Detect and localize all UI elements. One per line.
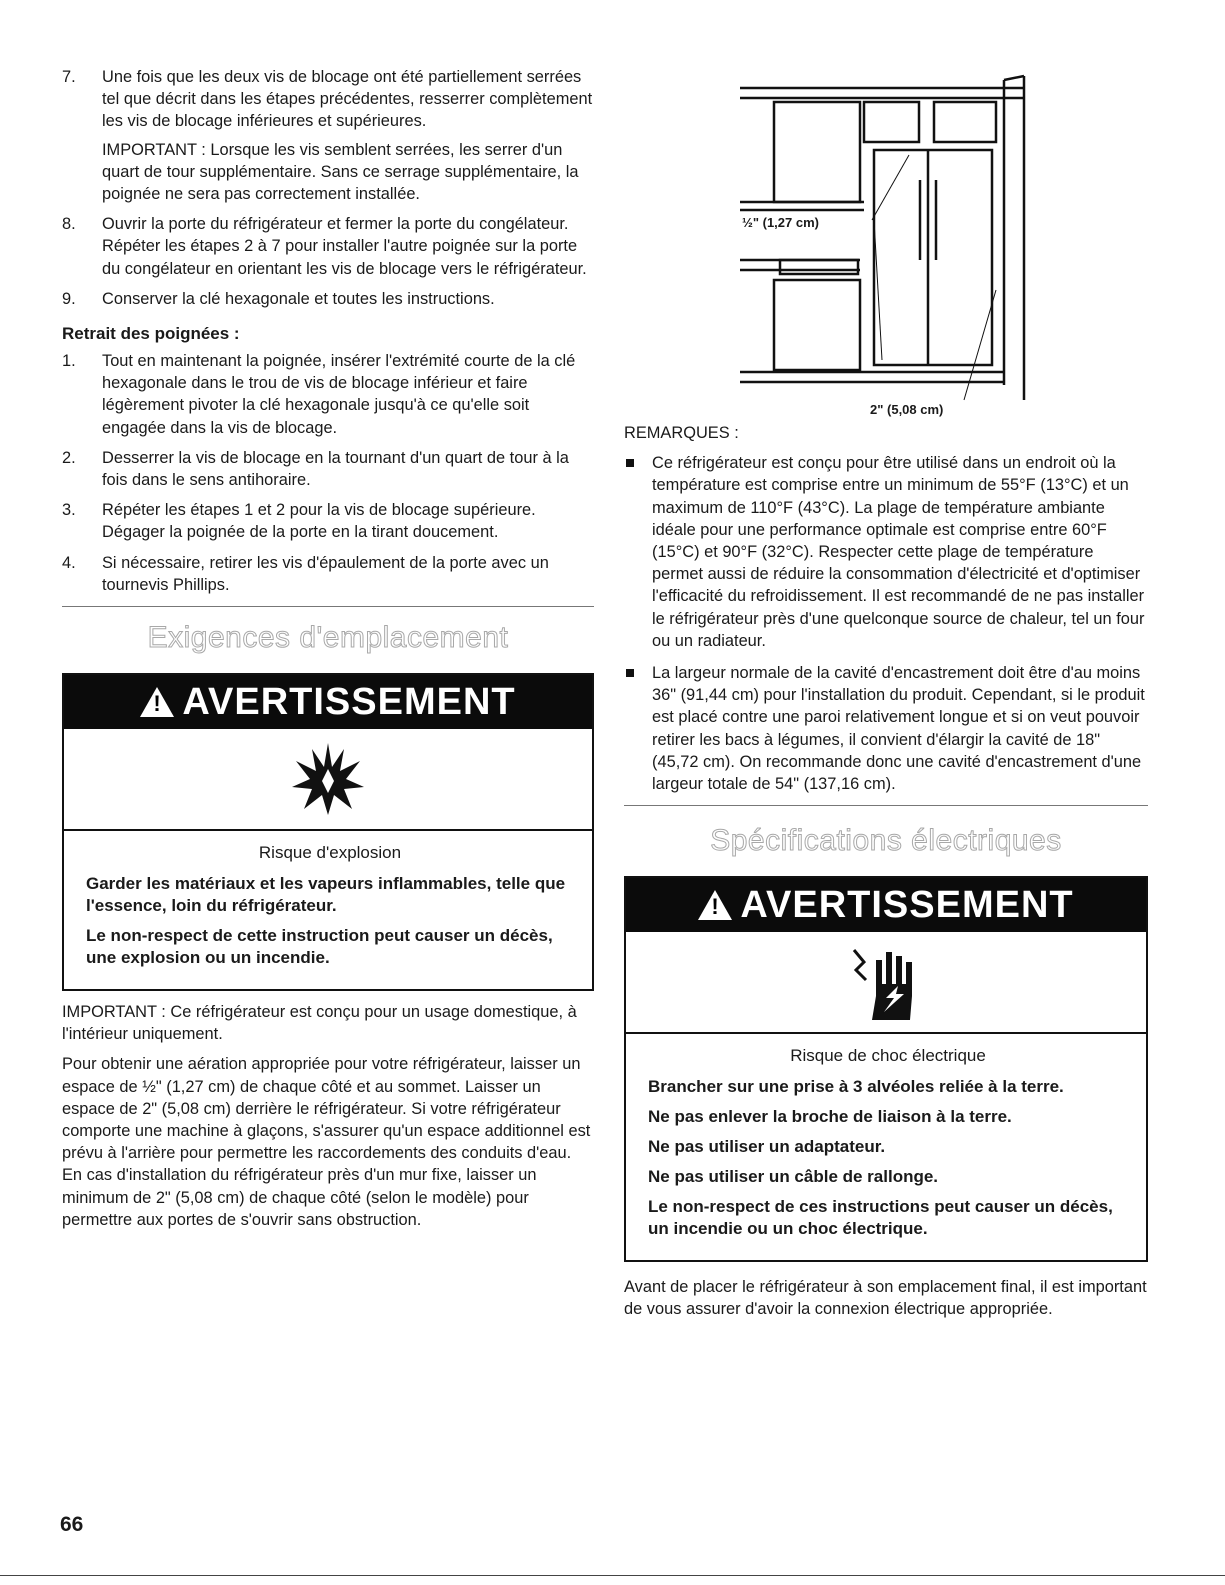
list-item: 3. Répéter les étapes 1 et 2 pour la vis de blocage supérieure. Dégager la poignée de la porte en la tirant doucement.: [62, 501, 536, 542]
page-bottom-rule: [0, 1575, 1225, 1576]
warning-header: ! AVERTISSEMENT: [64, 675, 592, 729]
list-item: 7. Une fois que les deux vis de blocage ont été partiellement serrées tel que décrit dans les étapes précédentes, resserrer complètement les vis de blocage inférieures et supérieures. IMPORTANT : Lorsque les vis semblent serrées, les serrer d'un quart de tour supplémentaire. Sans ce serrage supplémentaire, la poignée ne sera pas correctement installée.: [62, 66, 594, 205]
section-title-location: Exigences d'emplacement: [147, 621, 509, 655]
warning-triangle-icon: [140, 687, 174, 717]
clearance-figure: [624, 60, 1148, 420]
ventilation-paragraph: Pour obtenir une aération appropriée pour votre réfrigérateur, laisser un espace de ½" (1,27 cm) de chaque côté et au sommet. Laisser un espace de 2" (5,08 cm) derrière le réfrigérateur. Si votre réfrigérateur comporte une machine à glaçons, s'assurer qu'un espace additionnel est prévu à l'arrière pour permettre les raccordements des conduits d'eau. En cas d'installation du réfrigérateur près d'un mur fixe, laisser un minimum de 2" (5,08 cm) de chaque côté (selon le modèle) pour permettre aux portes de s'ouvrir sans obstruction.: [62, 1055, 591, 1229]
electric-shock-icon: [626, 932, 1146, 1034]
warning-line: Ne pas utiliser un câble de rallonge.: [648, 1167, 939, 1187]
install-steps-list: [62, 66, 594, 310]
closing-paragraph: Avant de placer le réfrigérateur à son emplacement final, il est important de vous assurer d'avoir la connexion électrique appropriée.: [624, 1278, 1147, 1319]
section-divider: [624, 805, 1148, 806]
list-item: 4. Si nécessaire, retirer les vis d'épaulement de la porte avec un tournevis Phillips.: [62, 553, 549, 594]
side-clearance-label: ½" (1,27 cm): [742, 215, 819, 230]
left-column: [62, 66, 594, 1231]
list-item: 8. Ouvrir la porte du réfrigérateur et fermer la porte du congélateur. Répéter les étapes 2 à 7 pour installer l'autre poignée sur la porte du congélateur en orientant les vis de blocage vers le réfrigérateur.: [62, 215, 587, 278]
risk-title: Risque d'explosion: [258, 843, 402, 863]
important-note: IMPORTANT : Lorsque les vis semblent serrées, les serrer d'un quart de tour supplémentaire. Sans ce serrage supplémentaire, la poignée ne sera pas correctement installée.: [102, 140, 579, 204]
electrical-warning-box: [624, 876, 1148, 1262]
warning-line: Le non-respect de ces instructions peut causer un décès, un incendie ou un choc électrique.: [648, 1197, 1113, 1239]
warning-line: Garder les matériaux et les vapeurs inflammables, telle que l'essence, loin du réfrigérateur.: [86, 874, 566, 916]
warning-header: ! AVERTISSEMENT: [626, 878, 1146, 932]
important-paragraph: IMPORTANT : Ce réfrigérateur est conçu pour un usage domestique, à l'intérieur uniquement.: [62, 1003, 577, 1044]
warning-line: Le non-respect de cette instruction peut causer un décès, une explosion ou un incendie.: [86, 926, 553, 968]
back-clearance-label: 2" (5,08 cm): [870, 402, 944, 417]
removal-heading: Retrait des poignées :: [62, 324, 240, 344]
warning-line: Ne pas utiliser un adaptateur.: [648, 1137, 886, 1157]
warning-body: [626, 1034, 1146, 1260]
refrigerator-cabinet-diagram: [624, 60, 1148, 420]
right-column: [624, 60, 1148, 1321]
remarks-list: [624, 452, 1148, 795]
warning-line: Brancher sur une prise à 3 alvéoles reliée à la terre.: [648, 1077, 1064, 1097]
list-item: 1. Tout en maintenant la poignée, insérer l'extrémité courte de la clé hexagonale dans le trou de vis de blocage inférieur et faire légèrement pivoter la clé hexagonale jusqu'à ce qu'elle soit engagée dans la vis de blocage.: [62, 352, 576, 437]
list-item: La largeur normale de la cavité d'encastrement doit être d'au moins 36" (91,44 cm) pour l'installation du produit. Cependant, si le produit est placé contre une paroi relativement longue et si on veut pouvoir retirer les bacs à légumes, il convient d'élargir la cavité de 18" (45,72 cm). On recommande donc une cavité d'encastrement d'une largeur totale de 54" (137,16 cm).: [624, 662, 1148, 795]
list-item: 9. Conserver la clé hexagonale et toutes les instructions.: [62, 289, 495, 308]
list-item: 2. Desserrer la vis de blocage en la tournant d'un quart de tour à la fois dans le sens antihoraire.: [62, 448, 569, 490]
warning-triangle-icon: [698, 890, 732, 920]
page-number: 66: [60, 1513, 84, 1536]
remarks-heading: REMARQUES :: [624, 424, 739, 442]
warning-line: Ne pas enlever la broche de liaison à la terre.: [648, 1107, 1012, 1127]
explosion-warning-box: [62, 673, 594, 991]
risk-title: Risque de choc électrique: [790, 1046, 986, 1066]
list-item: Ce réfrigérateur est conçu pour être utilisé dans un endroit où la température est comprise entre un minimum de 55°F (13°C) et un maximum de 110°F (43°C). La plage de température ambiante idéale pour une performance optimale est comprise entre 60°F (15°C) et 90°F (32°C). Respecter cette plage de température permet aussi de réduire la consommation d'électricité et d'optimiser l'efficacité du refroidissement. Il est recommandé de ne pas installer le réfrigérateur près d'une quelconque source de chaleur, tel un four ou un radiateur.: [624, 452, 1148, 652]
explosion-icon: [64, 729, 592, 831]
warning-body: [64, 831, 592, 989]
section-title-electrical: Spécifications électriques: [710, 824, 1062, 858]
section-divider: [62, 606, 594, 607]
removal-steps-list: [62, 350, 594, 596]
